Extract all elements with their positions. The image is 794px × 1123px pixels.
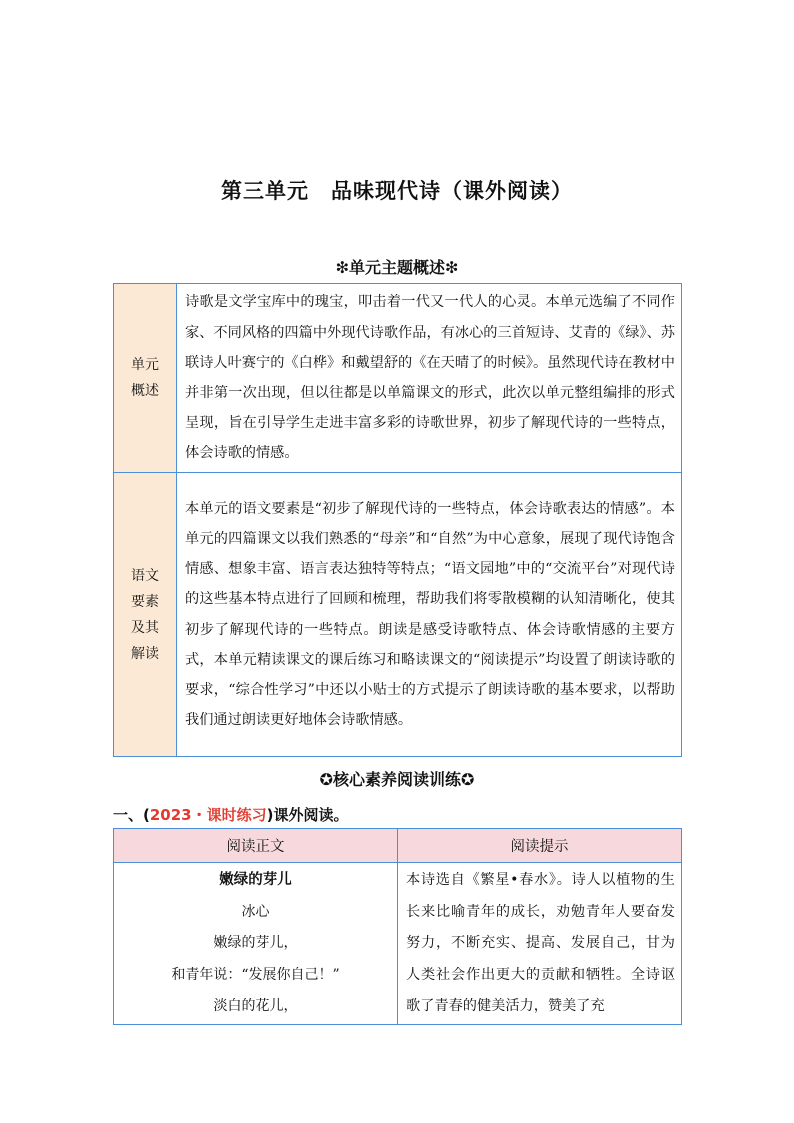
unit-overview-heading: ❇单元主题概述❇ [335,258,459,277]
row-label-line: 解读 [131,645,159,662]
poem-author: 冰心 [241,903,270,920]
poem-title: 嫩绿的芽儿 [219,872,292,888]
row-content: 本单元的语文要素是“初步了解现代诗的一些特点，体会诗歌表达的情感”。本单元的四篇课文以我们熟悉的“母亲”和“自然”为中心意象，展现了现代诗饱含情感、想象丰富、语言表达独特等特点；“语文园地”中的“交流平台”对现代诗的这些基本特点进行了回顾和梳理，帮助我们将零散模糊的认知清晰化，使其初步了解现代诗的一些特点。朗读是感受诗歌特点、体会诗歌情感的主要方式，本单元精读课文的课后练习和略读课文的“阅读提示”均设置了朗读诗歌的要求，“综合性学习”中还以小贴士的方式提示了朗读诗歌的基本要求，以帮助我们通过朗读更好地体会诗歌情感。 [177,473,682,757]
poem-cell [114,863,398,1025]
page-title: 第三单元 品味现代诗（课外阅读） [221,179,573,203]
header-reading-text: 阅读正文 [114,829,398,863]
row-label-line: 语文 [131,567,159,584]
question-line [113,804,348,825]
reading-header-row [114,829,682,863]
row-label [114,284,177,473]
poem-line: 嫩绿的芽儿， [213,935,298,951]
row-label [114,473,177,757]
poem-line: 淡白的花儿， [213,998,298,1014]
row-label-line: 要素 [131,593,159,610]
reading-body-row [114,863,682,1025]
training-heading: ✪核心素养阅读训练✪ [319,770,475,789]
question-source: 2023・课时练习 [149,806,267,824]
overview-row [114,284,682,473]
row-label-line: 概述 [131,383,159,399]
question-suffix: )课外阅读。 [266,806,349,824]
unit-overview-table [113,283,682,757]
overview-row [114,473,682,757]
header-reading-hint: 阅读提示 [398,829,682,863]
row-label-line: 及其 [131,619,159,636]
row-label-line: 单元 [131,357,159,373]
question-prefix: 一、( [113,806,150,824]
row-content: 诗歌是文学宝库中的瑰宝，叩击着一代又一代人的心灵。本单元选编了不同作家、不同风格的四篇中外现代诗歌作品，有冰心的三首短诗、艾青的《绿》、苏联诗人叶赛宁的《白桦》和戴望舒的《在天晴了的时候》。虽然现代诗在教材中并非第一次出现，但以往都是以单篇课文的形式，此次以单元整组编排的形式呈现，旨在引导学生走进丰富多彩的诗歌世界，初步了解现代诗的一些特点，体会诗歌的情感。 [177,284,682,473]
hint-cell: 本诗选自《繁星•春水》。诗人以植物的生长来比喻青年的成长，劝勉青年人要奋发努力，不断充实、提高、发展自己，甘为人类社会作出更大的贡献和牺牲。全诗讴歌了青春的健美活力，赞美了充 [398,863,682,1025]
reading-table [113,828,682,1025]
poem-line: 和青年说：“发展你自己！” [171,966,340,983]
